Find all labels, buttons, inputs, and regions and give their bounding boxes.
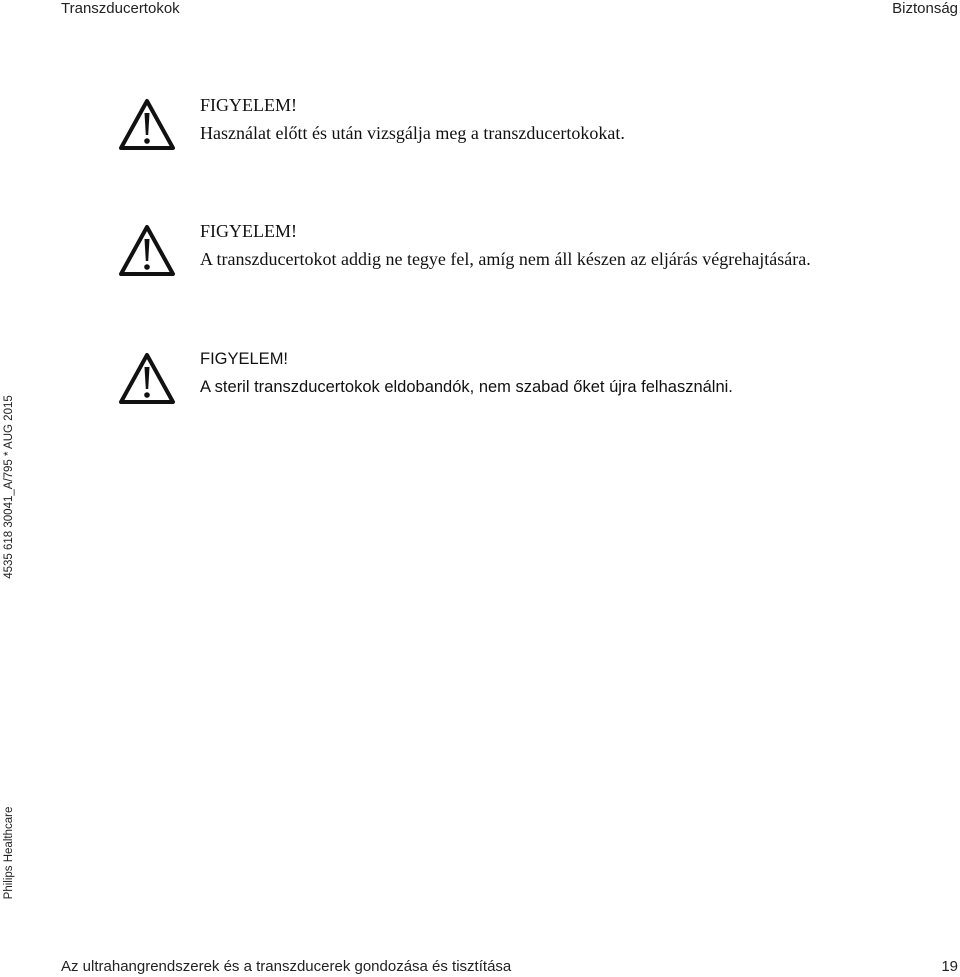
side-company: [0, 805, 18, 900]
warning-label: FIGYELEM!: [200, 221, 297, 241]
side-company-text: Philips Healthcare: [3, 806, 15, 899]
running-header-chapter: Biztonság: [892, 0, 958, 17]
warning-message: A steril transzducertokok eldobandók, nem szabad őket újra felhasználni.: [200, 378, 733, 396]
warning-triangle-icon: [117, 223, 177, 279]
footer-title: Az ultrahangrendszerek és a transzducerek gondozása és tisztítása: [61, 958, 512, 975]
side-doc-code-text: 4535 618 30041_A/795 * AUG 2015: [3, 395, 15, 579]
warning-triangle-icon: [117, 97, 177, 153]
running-header-section: Transzducertokok: [61, 0, 180, 17]
warning-message: Használat előtt és után vizsgálja meg a transzducertokokat.: [200, 123, 625, 143]
side-doc-code: [0, 395, 18, 579]
warning-message: A transzducertokot addig ne tegye fel, amíg nem áll készen az eljárás végrehajtására.: [200, 249, 811, 269]
page-number: 19: [941, 958, 958, 975]
warning-label: FIGYELEM!: [200, 95, 297, 115]
warning-label: FIGYELEM!: [200, 350, 289, 368]
warning-triangle-icon: [117, 351, 177, 407]
